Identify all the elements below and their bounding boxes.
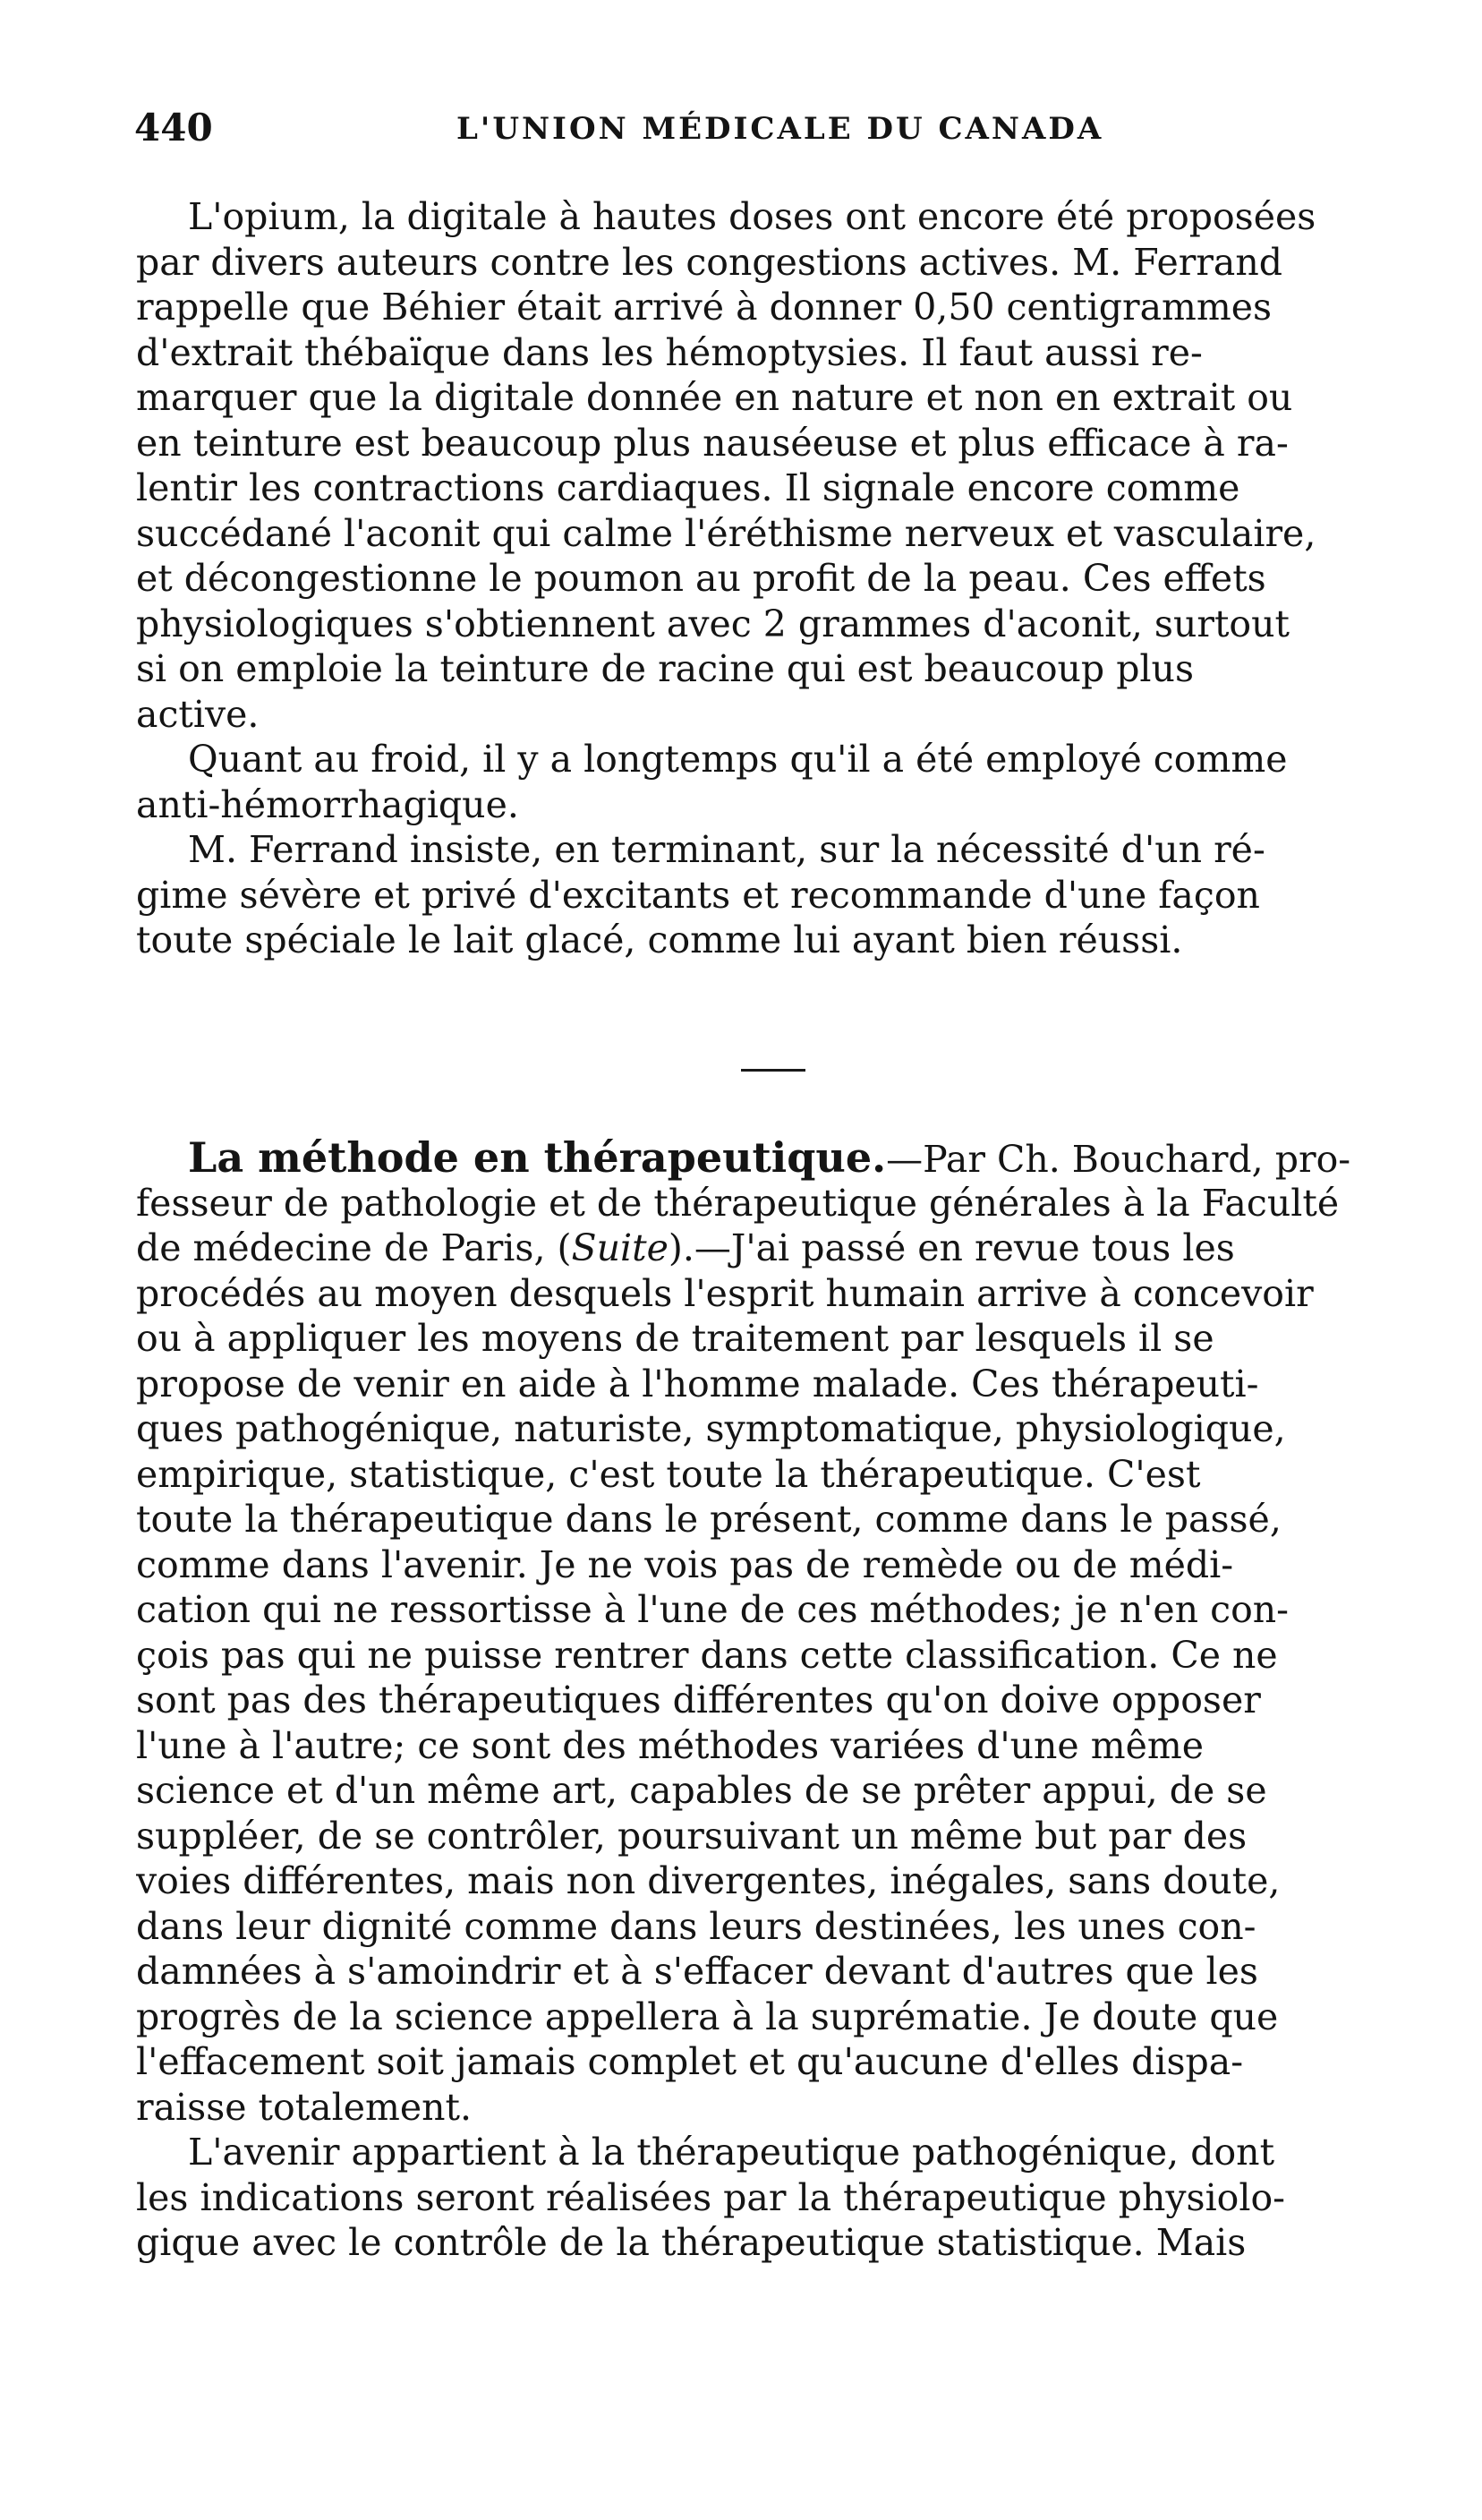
text-line: dans leur dignité comme dans leurs destinées, les unes con-: [136, 1904, 1256, 1948]
text-line: en teinture est beaucoup plus nauséeuse et plus efficace à ra-: [136, 421, 1289, 465]
text-line: physiologiques s'obtiennent avec 2 grammes d'aconit, surtout: [136, 602, 1290, 645]
text-line: succédané l'aconit qui calme l'éréthisme nerveux et vasculaire,: [136, 511, 1316, 555]
text-line: ques pathogénique, naturiste, symptomatique, physiologique,: [136, 1407, 1286, 1450]
text-line: et décongestionne le poumon au profit de la peau. Ces effets: [136, 557, 1266, 600]
text-line: gime sévère et privé d'excitants et recommande d'une façon: [136, 873, 1260, 917]
text-line: anti-hémorrhagique.: [136, 782, 519, 826]
section-separator: [741, 1069, 805, 1072]
text-line: les indications seront réalisées par la thérapeutique physiolo-: [136, 2175, 1286, 2219]
text-fragment: de médecine de Paris, (: [136, 1226, 572, 1269]
text-line: L'opium, la digitale à hautes doses ont encore été proposées: [188, 195, 1316, 238]
text-line: fesseur de pathologie et de thérapeutique générales à la Faculté: [136, 1181, 1340, 1225]
paragraph-block-opium: [136, 194, 1389, 963]
running-title: L'UNION MÉDICALE DU CANADA: [456, 111, 1104, 147]
page-number: 440: [134, 106, 213, 149]
text-line: cation qui ne ressortisse à l'une de ces méthodes; je n'en con-: [136, 1588, 1290, 1631]
text-line: si on emploie la teinture de racine qui est beaucoup plus: [136, 647, 1194, 690]
text-line: M. Ferrand insiste, en terminant, sur la nécessité d'un ré-: [188, 828, 1265, 871]
text-line: propose de venir en aide à l'homme malade. Ces thérapeuti-: [136, 1362, 1259, 1405]
text-line: l'effacement soit jamais complet et qu'aucune d'elles dispa-: [136, 2040, 1244, 2083]
text-line: progrès de la science appellera à la suprématie. Je doute que: [136, 1995, 1279, 2038]
text-line: voies différentes, mais non divergentes, inégales, sans doute,: [136, 1859, 1281, 1902]
text-line: science et d'un même art, capables de se prêter appui, de se: [136, 1769, 1267, 1812]
article-heading-line: [136, 1135, 1389, 1181]
text-line: gique avec le contrôle de la thérapeutique statistique. Mais: [136, 2221, 1247, 2264]
text-line: marquer que la digitale donnée en nature et non en extrait ou: [136, 376, 1293, 419]
page-header: [134, 98, 1360, 161]
text-line: d'extrait thébaïque dans les hémoptysies. Il faut aussi re-: [136, 330, 1203, 374]
text-line: Quant au froid, il y a longtemps qu'il a été employé comme: [188, 738, 1288, 781]
text-line: çois pas qui ne puisse rentrer dans cette classification. Ce ne: [136, 1633, 1278, 1677]
text-fragment: ).—J'ai passé en revue tous les: [668, 1226, 1235, 1269]
article-heading: La méthode en thérapeutique.: [188, 1135, 887, 1181]
suite-label: Suite: [571, 1226, 669, 1269]
article-byline: —Par Ch. Bouchard, pro-: [886, 1138, 1351, 1181]
text-line: rappelle que Béhier était arrivé à donner 0,50 centigrammes: [136, 286, 1273, 329]
text-line: active.: [136, 692, 260, 736]
text-line: empirique, statistique, c'est toute la thérapeutique. C'est: [136, 1452, 1201, 1496]
text-line: procédés au moyen desquels l'esprit humain arrive à concevoir: [136, 1271, 1314, 1315]
text-line: sont pas des thérapeutiques différentes qu'on doive opposer: [136, 1679, 1261, 1721]
text-line: lentir les contractions cardiaques. Il signale encore comme: [136, 466, 1240, 509]
text-line: raisse totalement.: [136, 2085, 473, 2129]
text-line: l'une à l'autre; ce sont des méthodes variées d'une même: [136, 1723, 1204, 1767]
text-line: toute spéciale le lait glacé, comme lui ayant bien réussi.: [136, 918, 1183, 961]
text-line: ou à appliquer les moyens de traitement par lesquels il se: [136, 1317, 1214, 1360]
text-line: L'avenir appartient à la thérapeutique pathogénique, dont: [188, 2131, 1275, 2174]
text-line: comme dans l'avenir. Je ne vois pas de remède ou de médi-: [136, 1542, 1234, 1586]
text-line: suppléer, de se contrôler, poursuivant un même but par des: [136, 1814, 1248, 1858]
text-line: toute la thérapeutique dans le présent, comme dans le passé,: [136, 1498, 1282, 1541]
text-line: damnées à s'amoindrir et à s'effacer devant d'autres que les: [136, 1950, 1258, 1993]
article-bouchard: [136, 1135, 1389, 2266]
text-line: par divers auteurs contre les congestions actives. M. Ferrand: [136, 240, 1283, 284]
text-line: [136, 1226, 1389, 1271]
